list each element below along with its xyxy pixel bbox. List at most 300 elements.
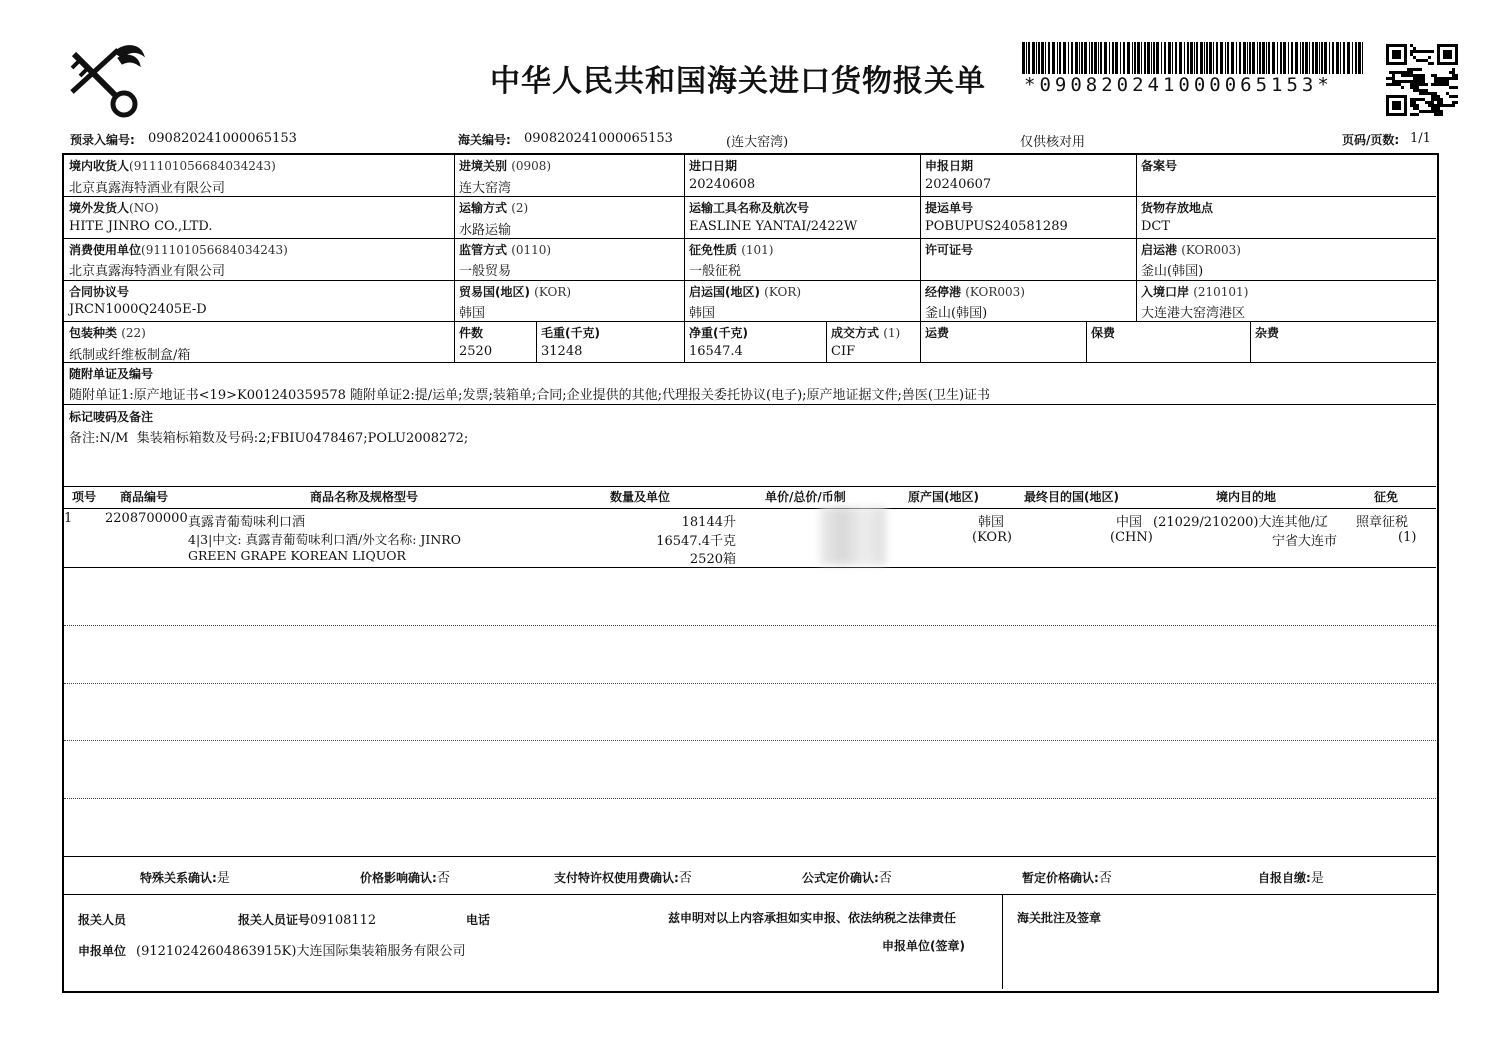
barcode-bar xyxy=(1272,42,1275,74)
qr-module xyxy=(1416,77,1419,80)
barcode-bar xyxy=(1164,42,1166,74)
barcode-bar xyxy=(1305,42,1308,74)
documents-value: 随附单证1:原产地证书<19>K001240359578 随附单证2:提/运单;发票;装箱单;合同;企业提供的其他;代理报关委托协议(电子);原产地证据文件;兽医(卫生)证书 xyxy=(69,388,991,403)
qr-module xyxy=(1434,83,1437,86)
qr-module xyxy=(1443,80,1446,83)
qr-module xyxy=(1422,89,1425,92)
consignee-value: 北京真露海特酒业有限公司 xyxy=(69,181,226,196)
qr-module xyxy=(1434,110,1437,113)
consignee-label: 境内收货人(911101056684034243) xyxy=(69,159,276,173)
qr-module xyxy=(1401,71,1404,74)
qr-module xyxy=(1419,80,1422,83)
packing-value: 纸制或纤维板制盒/箱 xyxy=(69,348,191,363)
barcode-bar xyxy=(1194,42,1195,74)
barcode-bar xyxy=(1340,42,1341,74)
barcode-bar xyxy=(1147,42,1150,74)
qr-module xyxy=(1440,83,1443,86)
qr-module xyxy=(1419,98,1422,101)
qr-module xyxy=(1416,68,1419,71)
qr-module xyxy=(1422,80,1425,83)
qr-module xyxy=(1446,104,1449,107)
qr-module xyxy=(1416,50,1419,53)
barcode-bar xyxy=(1315,42,1318,74)
qr-module xyxy=(1449,77,1452,80)
barcode-bar xyxy=(1094,42,1097,74)
qr-module xyxy=(1452,104,1455,107)
qr-module xyxy=(1446,83,1449,86)
qr-module xyxy=(1428,56,1431,59)
qr-module xyxy=(1428,101,1431,104)
qr-module xyxy=(1416,104,1419,107)
qty-boxes: 2520箱 xyxy=(689,552,736,567)
confirm-royalty: 支付特许权使用费确认:否 xyxy=(554,871,692,886)
barcode-bar xyxy=(1257,42,1258,74)
net-weight-label: 净重(千克) xyxy=(689,326,748,340)
col-levy: 征免 xyxy=(1374,490,1399,504)
entry-customs-value: 连大窑湾 xyxy=(459,181,512,196)
qr-module xyxy=(1419,74,1422,77)
barcode-bar xyxy=(1084,42,1087,74)
qr-module xyxy=(1395,80,1398,83)
qr-module xyxy=(1434,113,1437,116)
qr-module xyxy=(1431,92,1434,95)
qr-module xyxy=(1443,83,1446,86)
overseas-shipper-label: 境外发货人(NO) xyxy=(69,201,159,215)
qr-module xyxy=(1431,107,1434,110)
qr-module xyxy=(1431,83,1434,86)
qr-module xyxy=(1440,77,1443,80)
qr-module xyxy=(1425,89,1428,92)
pieces-value: 2520 xyxy=(459,344,493,359)
qr-module xyxy=(1434,80,1437,83)
barcode-bar xyxy=(1247,42,1248,74)
barcode-bar xyxy=(1309,42,1310,74)
qr-module xyxy=(1431,104,1434,107)
qr-module xyxy=(1416,59,1419,62)
barcode-bar xyxy=(1075,42,1078,74)
qr-module xyxy=(1413,83,1416,86)
qr-module xyxy=(1437,101,1440,104)
storage-value: DCT xyxy=(1141,219,1171,234)
origin-value: 韩国 xyxy=(978,515,1005,530)
qr-module xyxy=(1416,86,1419,89)
barcode-bar xyxy=(1115,42,1118,74)
entry-customs-label: 进境关别 (0908) xyxy=(459,159,552,173)
qr-module xyxy=(1401,86,1404,89)
goods-name: 真露青葡萄味利口酒 xyxy=(188,515,306,530)
qr-module xyxy=(1404,80,1407,83)
qr-module xyxy=(1452,68,1455,71)
qr-module xyxy=(1416,83,1419,86)
levy-value: 照章征税 xyxy=(1356,515,1409,530)
qr-module xyxy=(1413,68,1416,71)
barcode-bar xyxy=(1213,42,1214,74)
qr-module xyxy=(1452,74,1455,77)
qr-module xyxy=(1413,86,1416,89)
qr-module xyxy=(1401,80,1404,83)
qr-module xyxy=(1410,68,1413,71)
qr-module xyxy=(1389,83,1392,86)
declare-date-value: 20240607 xyxy=(925,177,992,192)
barcode-bar xyxy=(1045,42,1046,74)
qr-module xyxy=(1410,83,1413,86)
confirm-price-effect: 价格影响确认:否 xyxy=(360,871,450,886)
qr-module xyxy=(1446,92,1449,95)
qr-module xyxy=(1419,83,1422,86)
qr-module xyxy=(1389,77,1392,80)
qr-module xyxy=(1392,77,1395,80)
qr-module xyxy=(1416,80,1419,83)
qr-module xyxy=(1446,77,1449,80)
barcode-bar xyxy=(1355,42,1357,74)
packing-label: 包装种类 (22) xyxy=(69,326,146,340)
barcode-bar xyxy=(1120,42,1121,74)
col-domestic-dest: 境内目的地 xyxy=(1216,490,1277,504)
barcode-bar xyxy=(1137,42,1140,74)
deal-mode-label: 成交方式 (1) xyxy=(831,326,901,340)
barcode-bar xyxy=(1262,42,1265,74)
qr-module xyxy=(1434,107,1437,110)
import-date-label: 进口日期 xyxy=(689,159,738,173)
qr-module xyxy=(1434,95,1437,98)
col-hs-code: 商品编号 xyxy=(120,490,169,504)
domestic-dest-line2: 宁省大连市 xyxy=(1272,534,1338,549)
qr-module xyxy=(1422,59,1425,62)
barcode-bar xyxy=(1259,42,1261,74)
qr-module xyxy=(1440,113,1443,116)
qr-module xyxy=(1395,83,1398,86)
qr-module xyxy=(1419,110,1422,113)
qr-module xyxy=(1419,59,1422,62)
qr-module xyxy=(1410,98,1413,101)
qr-module xyxy=(1425,59,1428,62)
qr-module xyxy=(1416,74,1419,77)
confirm-self-pay: 自报自缴:是 xyxy=(1258,871,1324,886)
customs-sign-label: 海关批注及签章 xyxy=(1017,911,1102,925)
qr-module xyxy=(1386,77,1389,80)
barcode-bar xyxy=(1266,42,1267,74)
barcode-bar xyxy=(1268,42,1270,74)
qr-module xyxy=(1431,110,1434,113)
qr-module xyxy=(1413,47,1416,50)
barcode-bar xyxy=(1028,42,1030,74)
qr-module xyxy=(1428,62,1431,65)
customs-emblem xyxy=(66,42,148,122)
barcode-bar xyxy=(1329,42,1330,74)
documents-label: 随附单证及编号 xyxy=(69,367,154,381)
departure-port-value: 釜山(韩国) xyxy=(1141,264,1204,279)
qr-module xyxy=(1434,92,1437,95)
import-date-value: 20240608 xyxy=(689,177,756,192)
barcode-bar xyxy=(1291,42,1293,74)
barcode-bar xyxy=(1172,42,1173,74)
barcode-bar xyxy=(1141,42,1142,74)
barcode-bar xyxy=(1112,42,1114,74)
page-value: 1/1 xyxy=(1410,131,1431,146)
gross-weight-label: 毛重(千克) xyxy=(541,326,600,340)
qr-module xyxy=(1437,80,1440,83)
barcode-bar xyxy=(1081,42,1083,74)
qr-module xyxy=(1443,77,1446,80)
qr-module xyxy=(1413,77,1416,80)
confirm-provisional: 暂定价格确认:否 xyxy=(1022,871,1112,886)
item-no: 1 xyxy=(64,511,73,526)
qr-module xyxy=(1410,104,1413,107)
levy-code: (1) xyxy=(1398,530,1417,545)
barcode-bar xyxy=(1063,42,1066,74)
qr-module xyxy=(1410,113,1413,116)
barcode-bar xyxy=(1052,42,1055,74)
declare-unit-label: 申报单位 xyxy=(78,944,127,958)
table-row xyxy=(64,509,1436,567)
barcode-bar xyxy=(1184,42,1185,74)
qr-module xyxy=(1410,86,1413,89)
barcode-bar xyxy=(1283,42,1286,74)
barcode-bar xyxy=(1332,42,1334,74)
misc-fee-label: 杂费 xyxy=(1255,326,1280,340)
qr-module xyxy=(1425,110,1428,113)
qr-module xyxy=(1407,68,1410,71)
qr-module xyxy=(1455,95,1458,98)
barcode-bar xyxy=(1059,42,1061,74)
qr-module xyxy=(1437,83,1440,86)
col-name-spec: 商品名称及规格型号 xyxy=(310,490,419,504)
barcode-bar xyxy=(1196,42,1198,74)
barcode-bar xyxy=(1127,42,1130,74)
qr-module xyxy=(1416,107,1419,110)
consumer-value: 北京真露海特酒业有限公司 xyxy=(69,264,226,279)
qr-module xyxy=(1452,71,1455,74)
barcode-bar xyxy=(1324,42,1327,74)
hs-code: 2208700000 xyxy=(105,511,188,526)
barcode-bar xyxy=(1358,42,1361,74)
contract-label: 合同协议号 xyxy=(69,285,130,299)
qr-module xyxy=(1398,83,1401,86)
bill-no-label: 提运单号 xyxy=(925,201,974,215)
qr-module xyxy=(1440,98,1443,101)
customs-no: 090820241000065153 xyxy=(524,131,673,146)
qr-module xyxy=(1449,104,1452,107)
barcode-bar xyxy=(1321,42,1323,74)
legal-statement: 兹申明对以上内容承担如实申报、依法纳税之法律责任 xyxy=(668,911,957,925)
barcode-bar xyxy=(1175,42,1177,74)
qr-module xyxy=(1440,101,1443,104)
qr-module xyxy=(1392,80,1395,83)
qr-module xyxy=(1422,110,1425,113)
qr-module xyxy=(1455,77,1458,80)
qr-module xyxy=(1440,110,1443,113)
qr-module xyxy=(1416,89,1419,92)
qr-module xyxy=(1434,98,1437,101)
transport-mode-label: 运输方式 (2) xyxy=(459,201,529,215)
qr-module xyxy=(1422,74,1425,77)
qr-module xyxy=(1452,95,1455,98)
confirm-special: 特殊关系确认:是 xyxy=(140,871,230,886)
qr-module xyxy=(1443,50,1452,59)
supervision-value: 一般贸易 xyxy=(459,264,512,279)
barcode-bar xyxy=(1079,42,1080,74)
qr-module xyxy=(1407,80,1410,83)
barcode-bar xyxy=(1190,42,1193,74)
pre-entry-label: 预录入编号: xyxy=(70,133,135,147)
qr-module xyxy=(1419,50,1422,53)
marks-label: 标记唛码及备注 xyxy=(69,410,154,424)
qr-module xyxy=(1428,92,1431,95)
bill-no-value: POBUPUS240581289 xyxy=(925,219,1068,234)
qr-module xyxy=(1413,101,1416,104)
net-weight-value: 16547.4 xyxy=(689,344,743,359)
qr-module xyxy=(1419,92,1422,95)
qr-module xyxy=(1437,77,1440,80)
col-qty-unit: 数量及单位 xyxy=(610,490,671,504)
barcode-bar xyxy=(1239,42,1241,74)
page-label: 页码/页数: xyxy=(1342,133,1400,147)
qr-module xyxy=(1413,113,1416,116)
qr-module xyxy=(1425,50,1428,53)
qr-module xyxy=(1413,104,1416,107)
qr-module xyxy=(1431,62,1434,65)
entry-port-label: 入境口岸 (210101) xyxy=(1141,285,1249,299)
qr-module xyxy=(1422,92,1425,95)
col-final-dest: 最终目的国(地区) xyxy=(1024,490,1119,504)
levy-nature-label: 征免性质 (101) xyxy=(689,243,774,257)
barcode-bar xyxy=(1300,42,1301,74)
qr-module xyxy=(1392,74,1395,77)
qr-module xyxy=(1446,80,1449,83)
deal-mode-value: CIF xyxy=(831,344,856,359)
barcode-bar xyxy=(1220,42,1223,74)
declarant-cert: 报关人员证号09108112 xyxy=(238,913,377,928)
contract-value: JRCN1000Q2405E-D xyxy=(69,302,207,317)
gross-weight-value: 31248 xyxy=(541,344,583,359)
vessel-label: 运输工具名称及航次号 xyxy=(689,201,810,215)
col-origin: 原产国(地区) xyxy=(908,490,979,504)
qr-module xyxy=(1431,95,1434,98)
transit-port-value: 釜山(韩国) xyxy=(925,306,988,321)
barcode-bar xyxy=(1161,42,1162,74)
barcode-bar xyxy=(1132,42,1133,74)
barcode-bar xyxy=(1362,42,1363,74)
qr-module xyxy=(1413,50,1416,53)
transit-port-label: 经停港 (KOR003) xyxy=(925,285,1025,299)
qr-module xyxy=(1452,77,1455,80)
barcode-bar xyxy=(1204,42,1205,74)
qr-module xyxy=(1434,77,1437,80)
qr-module xyxy=(1449,86,1452,89)
qr-module xyxy=(1425,92,1428,95)
customs-no-label: 海关编号: xyxy=(458,133,511,147)
qr-module xyxy=(1437,113,1440,116)
supervision-label: 监管方式 (0110) xyxy=(459,243,552,257)
departure-country-value: 韩国 xyxy=(689,306,716,321)
barcode-bar xyxy=(1032,42,1035,74)
qr-module xyxy=(1422,77,1425,80)
origin-code: (KOR) xyxy=(972,530,1012,545)
barcode-bar xyxy=(1312,42,1314,74)
qr-module xyxy=(1401,74,1404,77)
qr-module xyxy=(1419,89,1422,92)
goods-spec-line1: 4|3|中文: 真露青葡萄味利口酒/外文名称: JINRO xyxy=(188,532,461,547)
qr-module xyxy=(1413,107,1416,110)
storage-label: 货物存放地点 xyxy=(1141,201,1214,215)
col-price: 单价/总价/币制 xyxy=(765,490,846,504)
qr-module xyxy=(1410,50,1413,53)
qr-module xyxy=(1428,50,1431,53)
redacted-price xyxy=(820,507,886,565)
qty-liters: 18144升 xyxy=(681,515,736,530)
verification-note: 仅供核对用 xyxy=(1020,135,1086,150)
qr-module xyxy=(1437,98,1440,101)
barcode-bar xyxy=(1288,42,1289,74)
barcode-bar xyxy=(1098,42,1099,74)
qr-module xyxy=(1449,71,1452,74)
barcode-bar xyxy=(1243,42,1246,74)
barcode-bar xyxy=(1216,42,1218,74)
qr-module xyxy=(1404,71,1407,74)
barcode-bar xyxy=(1277,42,1278,74)
goods-spec-line2: GREEN GRAPE KOREAN LIQUOR xyxy=(188,548,406,563)
trade-country-value: 韩国 xyxy=(459,306,486,321)
qr-module xyxy=(1422,98,1425,101)
license-label: 许可证号 xyxy=(925,243,974,257)
page-title: 中华人民共和国海关进口货物报关单 xyxy=(490,64,986,99)
entry-port-value: 大连港大窑湾港区 xyxy=(1141,306,1246,321)
qr-module xyxy=(1437,107,1440,110)
qty-kg: 16547.4千克 xyxy=(656,534,736,549)
barcode-bar xyxy=(1295,42,1298,74)
qr-module xyxy=(1440,104,1443,107)
barcode-bar xyxy=(1280,42,1282,74)
qr-module xyxy=(1428,110,1431,113)
qr-module xyxy=(1392,83,1395,86)
qr-module xyxy=(1425,101,1428,104)
departure-port-label: 启运港 (KOR003) xyxy=(1141,243,1241,257)
qr-code xyxy=(1386,44,1458,116)
qr-module xyxy=(1410,101,1413,104)
qr-module xyxy=(1437,95,1440,98)
qr-module xyxy=(1455,101,1458,104)
qr-module xyxy=(1386,83,1389,86)
barcode-bar xyxy=(1153,42,1155,74)
domestic-dest-line1: (21029/210200)大连其他/辽 xyxy=(1153,515,1328,530)
barcode-bar xyxy=(1036,42,1037,74)
barcode-bar xyxy=(1091,42,1093,74)
barcode-bar xyxy=(1187,42,1189,74)
declare-date-label: 申报日期 xyxy=(925,159,974,173)
consumer-label: 消费使用单位(911101056684034243) xyxy=(69,243,288,257)
qr-module xyxy=(1419,68,1422,71)
qr-module xyxy=(1398,80,1401,83)
qr-module xyxy=(1431,101,1434,104)
qr-module xyxy=(1428,104,1431,107)
qr-module xyxy=(1422,83,1425,86)
qr-module xyxy=(1407,74,1410,77)
record-no-label: 备案号 xyxy=(1141,159,1178,173)
qr-module xyxy=(1392,50,1401,59)
insurance-label: 保费 xyxy=(1091,326,1116,340)
vessel-value: EASLINE YANTAI/2422W xyxy=(689,219,858,234)
qr-module xyxy=(1416,98,1419,101)
levy-nature-value: 一般征税 xyxy=(689,264,742,279)
qr-module xyxy=(1392,71,1395,74)
barcode-bar xyxy=(1071,42,1073,74)
qr-module xyxy=(1422,50,1425,53)
confirm-formula: 公式定价确认:否 xyxy=(802,871,892,886)
barcode-bar xyxy=(1352,42,1353,74)
barcode-bar xyxy=(1089,42,1090,74)
qr-module xyxy=(1410,44,1413,47)
barcode-bar xyxy=(1151,42,1152,74)
